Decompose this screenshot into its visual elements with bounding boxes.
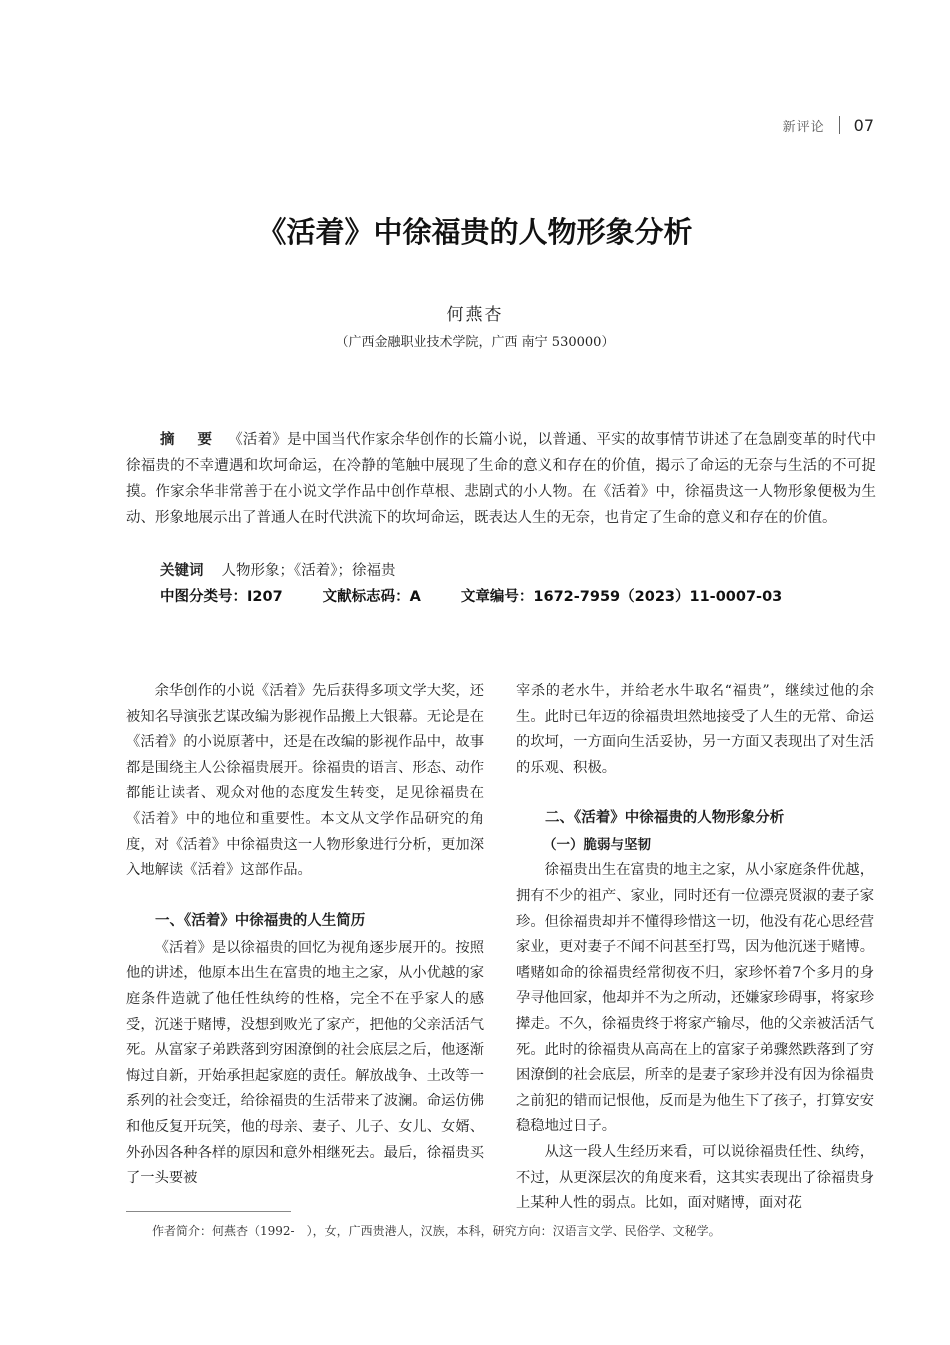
header-divider — [839, 116, 840, 134]
paragraph: 从这一段人生经历来看，可以说徐福贵任性、纨绔，不过，从更深层次的角度来看，这其实表现出了徐福贵身上某种人性的弱点。比如，面对赌博，面对花 — [516, 1143, 874, 1212]
author-footnote: 作者简介：何燕杏（1992- ），女，广西贵港人，汉族，本科，研究方向：汉语言文学、民俗学、文秘学。 — [152, 1224, 721, 1238]
paragraph: 徐福贵出生在富贵的地主之家，从小家庭条件优越，拥有不少的祖产、家业，同时还有一位漂亮贤淑的妻子家珍。但徐福贵却并不懂得珍惜这一切，他没有花心思经营家业，更对妻子不闻不问甚至打骂，因为他沉迷于赌博。嗜赌如命的徐福贵经常彻夜不归，家珍怀着7个多月的身孕寻他回家，他却并不为之所动，还嫌家珍碍事，将家珍撵走。不久，徐福贵终于将家产输尽，他的父亲被活活气死。此时的徐福贵从高高在上的富家子弟骤然跌落到了穷困潦倒的社会底层，所幸的是妻子家珍并没有因为徐福贵之前犯的错而记恨他，反而是为他生下了孩子，打算安安稳稳地过日子。 — [516, 862, 874, 1135]
section-heading-2: 二、《活着》中徐福贵的人物形象分析 — [545, 810, 785, 827]
clc-number: 中图分类号：I207 — [160, 589, 283, 605]
keywords — [160, 559, 860, 580]
abstract-label: 摘 要 — [160, 432, 217, 448]
abstract — [126, 427, 876, 531]
paragraph: 《活着》是以徐福贵的回忆为视角逐步展开的。按照他的讲述，他原本出生在富贵的地主之家，从小优越的家庭条件造就了他任性纨绔的性格，完全不在乎家人的感受，沉迷于赌博，没想到败光了家产，把他的父亲活活气死。从富家子弟跌落到穷困潦倒的社会底层之后，他逐渐悔过自新，开始承担起家庭的责任。解放战争、土改等一系列的社会变迁，给徐福贵的生活带来了波澜。命运仿佛和他反复开玩笑，他的母亲、妻子、儿子、女儿、女婿、外孙因各种各样的原因和意外相继死去。最后，徐福贵买了一头要被 — [126, 939, 484, 1187]
body-column-right — [516, 679, 874, 1217]
paragraph-continued: 宰杀的老水牛，并给老水牛取名“福贵”，继续过他的余生。此时已年迈的徐福贵坦然地接受了人生的无常、命运的坎坷，一方面向生活妥协，另一方面又表现出了对生活的乐观、积极。 — [516, 683, 874, 776]
body-column-left — [126, 679, 484, 1192]
document-code: 文献标志码：A — [322, 589, 421, 605]
article-title: 《活着》中徐福贵的人物形象分析 — [257, 215, 693, 249]
abstract-text: 《活着》是中国当代作家余华创作的长篇小说，以普通、平实的故事情节讲述了在急剧变革的时代中徐福贵的不幸遭遇和坎坷命运，在冷静的笔触中展现了生命的意义和存在的价值，揭示了命运的无奈与生活的不可捉摸。作家余华非常善于在小说文学作品中创作草根、悲剧式的小人物。在《活着》中，徐福贵这一人物形象便极为生动、形象地展示出了普通人在时代洪流下的坎坷命运，既表达人生的无奈，也肯定了生命的意义和存在的价值。 — [126, 432, 876, 526]
subsection-heading: （一）脆弱与坚韧 — [543, 837, 651, 854]
keywords-label: 关键词 — [160, 563, 204, 579]
footnote-rule — [126, 1211, 291, 1212]
keywords-text: 人物形象；《活着》；徐福贵 — [221, 563, 396, 579]
author-affiliation: （广西金融职业技术学院，广西 南宁 530000） — [335, 335, 615, 350]
classification-line — [160, 585, 860, 606]
journal-section: 新评论 — [782, 119, 825, 135]
author-name: 何燕杏 — [446, 305, 504, 325]
paragraph: 余华创作的小说《活着》先后获得多项文学大奖，还被知名导演张艺谋改编为影视作品搬上大银幕。无论是在《活着》的小说原著中，还是在改编的影视作品中，故事都是围绕主人公徐福贵展开。徐福贵的语言、形态、动作都能让读者、观众对他的态度发生转变，足见徐福贵在《活着》中的地位和重要性。本文从文学作品研究的角度，对《活着》中徐福贵这一人物形象进行分析，更加深入地解读《活着》这部作品。 — [126, 683, 484, 879]
article-number: 文章编号：1672-7959（2023）11-0007-03 — [460, 589, 783, 605]
running-header — [783, 114, 874, 136]
section-heading-1: 一、《活着》中徐福贵的人生简历 — [155, 912, 366, 929]
page-number: 07 — [853, 115, 874, 135]
